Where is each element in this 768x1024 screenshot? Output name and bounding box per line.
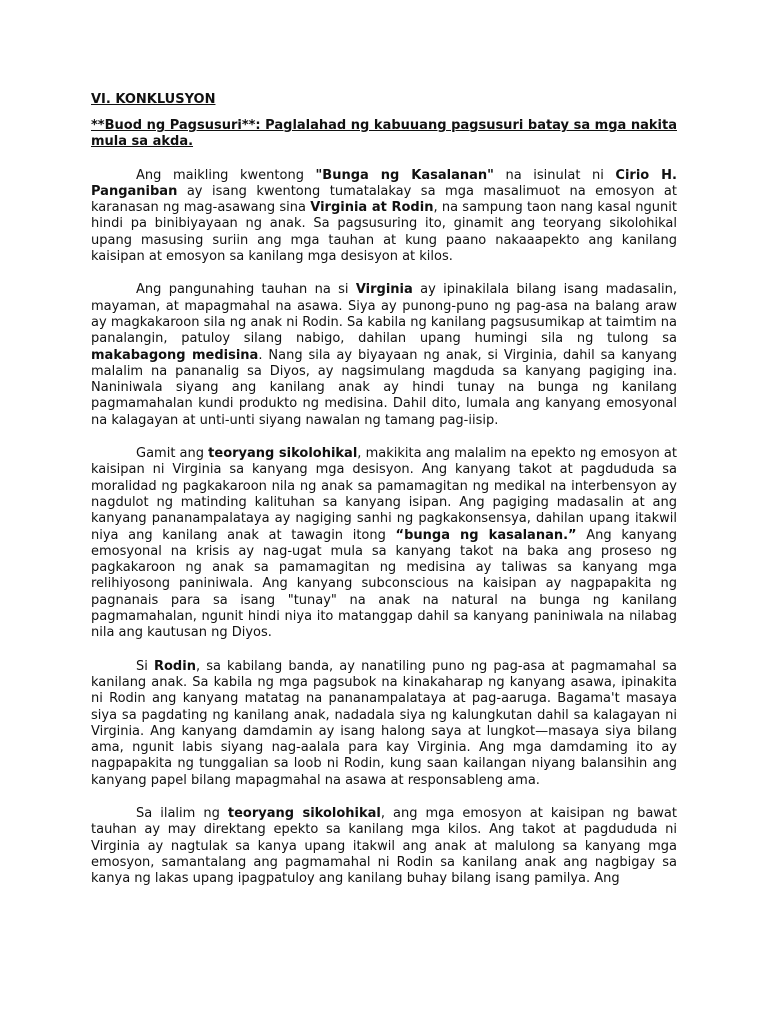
bold-text-run: makabagong medisina xyxy=(91,347,259,363)
text-run: , na sampung taon nang kasal ngunit hindi pa binibiyayaan ng anak. Sa pagsusuring ito, ginamit ang teoryang sikolohikal upang masusing suriin ang mga tauhan at kung paano nakaaapekto ang kanilang kaisipan at emosyon sa kanilang mga desisyon at kilos. xyxy=(91,200,677,265)
text-run: , ang mga emosyon at kaisipan ng bawat tauhan ay may direktang epekto sa kanilang mga kilos. Ang takot at pagdududa ni Virginia ay nagtulak sa kanya upang itakwil ang anak at malulong sa kanyang mga emosyon, samantalang ang pagmamahal ni Rodin sa kanilang anak ang nagbigay sa kanya ng lakas upang ipagpatuloy ang kanilang buhay bilang isang pamilya. Ang xyxy=(91,805,677,887)
summary-subheading: **Buod ng Pagsusuri**: Paglalahad ng kabuuang pagsusuri batay sa mga nakita mula sa akda. xyxy=(91,118,677,150)
bold-text-run: Rodin xyxy=(153,658,196,674)
bold-text-run: Virginia xyxy=(355,282,413,298)
bold-text-run: "Bunga ng Kasalanan" xyxy=(315,167,494,183)
text-run: . Nang sila ay biyayaan ng anak, si Virginia, dahil sa kanyang malalim na pananalig sa Diyos, ay nagsimulang magduda sa kanyang pagiging ina. Naniniwala siyang ang kanilang anak ay hindi tunay na bunga ng kanilang pagmamahalan kundi produkto ng medisina. Dahil dito, lumala ang kanyang emosyonal na kalagayan at unti-unti siyang nawalan ng tamang pag-iisip. xyxy=(91,347,678,428)
text-run: ay isang kwentong tumatalakay sa mga masalimuot na emosyon at karanasan ng mag-asawang sina xyxy=(91,183,677,216)
bold-text-run: Cirio H. Panganiban xyxy=(91,167,677,199)
bold-text-run: teoryang sikolohikal xyxy=(208,446,358,462)
paragraph-conclusion xyxy=(91,806,677,887)
text-run: , makikita ang malalim na epekto ng emosyon at kaisipan ni Virginia sa kanyang mga desisyon. Ang kanyang takot at pagdududa sa moralidad ng pagkakaroon nila ng anak sa pamamagitan ng medikal na interbensyon ay nagdulot ng matinding kalituhan sa kanyang isipan. Ang pagiging madasalin at ang kanyang pananampalataya ay nagiging sanhi ng pagkakonsensya, dahilan upang itakwil niya ang kanilang anak at tawagin itong xyxy=(91,446,677,543)
text-run: Gamit ang xyxy=(136,446,209,462)
paragraph-virginia xyxy=(91,282,677,429)
text-run: Ang pangunahing tauhan na si xyxy=(136,282,356,298)
paragraph-psychological-theory xyxy=(91,446,677,642)
section-heading: VI. KONKLUSYON xyxy=(91,92,216,107)
text-run: Ang maikling kwentong xyxy=(136,167,316,183)
text-run: ay ipinakilala bilang isang madasalin, mayaman, at mapagmahal na asawa. Siya ay punong-puno ng pag-asa na balang araw ay magkakaroon sila ng anak ni Rodin. Sa kabila ng kanilang pagsusumikap at taimtim na panalangin, patuloy silang nabigo, dahilan upang humingi sila ng tulong sa xyxy=(91,282,677,347)
text-run: Sa ilalim ng xyxy=(136,805,228,821)
text-run: na isinulat ni xyxy=(493,167,616,183)
paragraph-intro xyxy=(91,168,677,266)
bold-text-run: “bunga ng kasalanan.” xyxy=(395,527,577,543)
bold-text-run: teoryang sikolohikal xyxy=(227,805,381,821)
bold-text-run: Virginia at Rodin xyxy=(310,200,434,216)
text-run: Ang kanyang emosyonal na krisis ay nag-ugat mula sa kanyang takot na baka ang proseso ng pagkakaroon ng anak sa pamamagitan ng medisina ay taliwas sa kanyang mga relihiyosong paniniwala. Ang kanyang subconscious na kaisipan ay nagpapakita ng pagnanais para sa isang "tunay" na anak na natural na bunga ng kanilang pagmamahalan, ngunit hindi niya ito matanggap dahil sa kanyang paniniwala na nilabag nila ang kautusan ng Diyos. xyxy=(91,527,677,641)
text-run: , sa kabilang banda, ay nanatiling puno ng pag-asa at pagmamahal sa kanilang anak. Sa kabila ng mga pagsubok na kinakaharap ng kanyang asawa, ipinakita ni Rodin ang kanyang matatag na pananampalataya at pag-aaruga. Bagama't masaya siya sa pagdating ng kanilang anak, nadadala siya ng kalungkutan dahil sa kalagayan ni Virginia. Ang kanyang damdamin ay isang halong saya at lungkot—masaya siya bilang ama, ngunit labis siyang nag-aalala para kay Virginia. Ang mga damdaming ito ay nagpapakita ng tunggalian sa loob ni Rodin, kung saan kailangan niyang balansihin ang kanyang papel bilang mapagmahal na asawa at responsableng ama. xyxy=(91,658,677,788)
text-run: Si xyxy=(136,658,154,674)
paragraph-rodin xyxy=(91,659,677,789)
